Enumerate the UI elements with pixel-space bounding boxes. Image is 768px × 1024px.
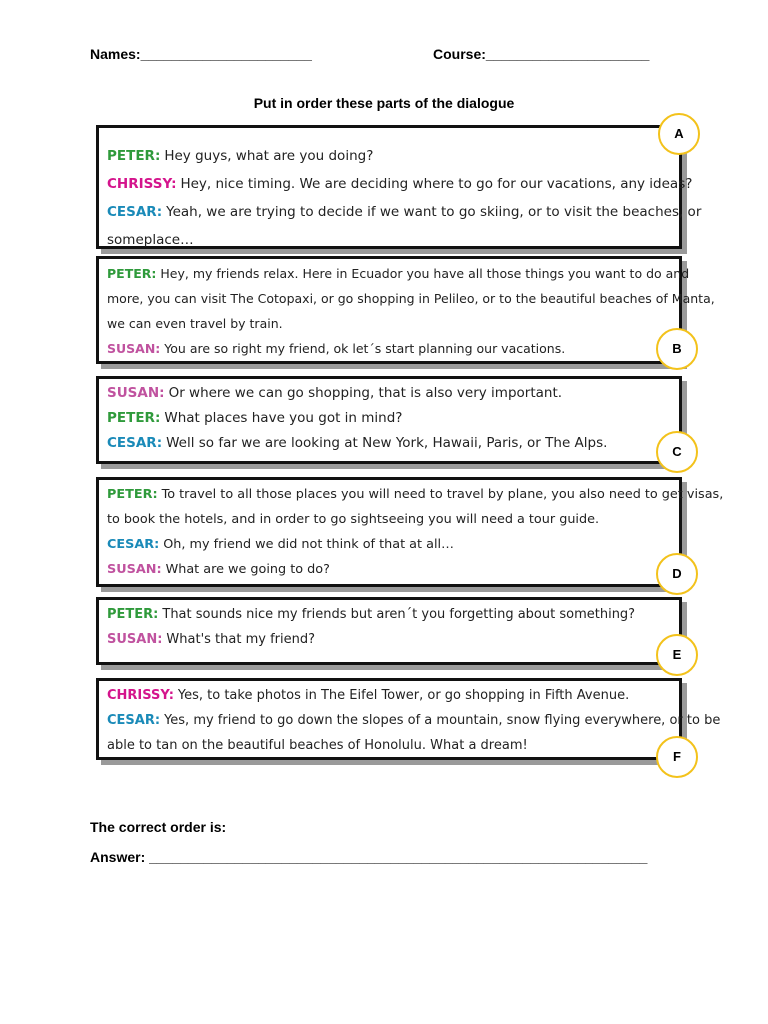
speaker-name: SUSAN: — [107, 632, 163, 647]
speaker-name: SUSAN: — [107, 341, 161, 356]
dialogue-line — [107, 431, 671, 456]
dialogue-text: to book the hotels, and in order to go sightseeing you will need a tour guide. — [107, 512, 600, 527]
block-label-d: D — [656, 553, 698, 595]
dialogue-block-a — [96, 125, 702, 249]
dialogue-text: Yeah, we are trying to decide if we want to go skiing, or to visit the beaches, or — [166, 204, 702, 220]
dialogue-line — [107, 381, 671, 406]
dialogue-line — [107, 286, 715, 311]
dialogue-text: Yes, my friend to go down the slopes of a mountain, snow flying everywhere, or to be — [164, 713, 721, 728]
speaker-name: CESAR: — [107, 713, 161, 728]
dialogue-text: Yes, to take photos in The Eifel Tower, or go shopping in Fifth Avenue. — [177, 688, 630, 703]
dialogue-text: Hey, nice timing. We are deciding where to go for our vacations, any ideas? — [180, 176, 693, 192]
dialogue-block-c — [96, 376, 682, 464]
dialogue-text: You are so right my friend, ok let´s start planning our vacations. — [164, 341, 566, 356]
answer-line: Answer: ________________________________________________________________ — [90, 849, 648, 865]
dialogue-line — [107, 733, 671, 758]
dialogue-block-e — [96, 597, 682, 665]
dialogue-line — [107, 226, 671, 254]
speaker-name: PETER: — [107, 148, 161, 164]
dialogue-text: someplace… — [107, 232, 194, 248]
dialogue-line — [107, 683, 671, 708]
dialogue-text: Hey guys, what are you doing? — [164, 148, 374, 164]
speaker-name: SUSAN: — [107, 385, 165, 401]
dialogue-text: What are we going to do? — [165, 562, 330, 577]
dialogue-line — [107, 170, 693, 198]
dialogue-line — [107, 557, 671, 582]
dialogue-line — [107, 482, 724, 507]
dialogue-text: What's that my friend? — [166, 632, 316, 647]
dialogue-text: What places have you got in mind? — [164, 410, 403, 426]
speaker-name: PETER: — [107, 487, 158, 502]
dialogue-text: Or where we can go shopping, that is also very important. — [168, 385, 563, 401]
speaker-name: CESAR: — [107, 435, 163, 451]
dialogue-line — [107, 198, 702, 226]
dialogue-block-b — [96, 256, 715, 364]
dialogue-line — [107, 336, 671, 361]
block-label-a: A — [658, 113, 700, 155]
dialogue-text: Oh, my friend we did not think of that at all… — [163, 537, 454, 552]
dialogue-line — [107, 627, 671, 652]
dialogue-text: able to tan on the beautiful beaches of Honolulu. What a dream! — [107, 738, 528, 753]
speaker-name: CHRISSY: — [107, 176, 177, 192]
block-label-c: C — [656, 431, 698, 473]
block-label-f: F — [656, 736, 698, 778]
speaker-name: CHRISSY: — [107, 688, 174, 703]
dialogue-text: more, you can visit The Cotopaxi, or go shopping in Pelileo, or to the beautiful beaches of Manta, — [107, 291, 715, 306]
block-label-b: B — [656, 328, 698, 370]
dialogue-line — [107, 261, 690, 286]
speaker-name: CESAR: — [107, 537, 160, 552]
dialogue-text: To travel to all those places you will need to travel by plane, you also need to get visas, — [161, 487, 724, 502]
speaker-name: PETER: — [107, 410, 161, 426]
names-field: Names:______________________ — [90, 46, 312, 62]
dialogue-block-f — [96, 678, 721, 760]
speaker-name: CESAR: — [107, 204, 163, 220]
dialogue-line — [107, 708, 721, 733]
dialogue-line — [107, 406, 671, 431]
dialogue-text: Well so far we are looking at New York, Hawaii, Paris, or The Alps. — [166, 435, 608, 451]
dialogue-line — [107, 602, 671, 627]
dialogue-line — [107, 142, 671, 170]
instruction-heading: Put in order these parts of the dialogue — [253, 95, 515, 111]
dialogue-block-d — [96, 477, 724, 587]
dialogue-line — [107, 507, 671, 532]
speaker-name: SUSAN: — [107, 562, 162, 577]
speaker-name: PETER: — [107, 266, 157, 281]
block-label-e: E — [656, 634, 698, 676]
course-field: Course:_____________________ — [433, 46, 650, 62]
dialogue-line — [107, 532, 671, 557]
dialogue-text: That sounds nice my friends but aren´t you forgetting about something? — [162, 607, 636, 622]
dialogue-text: we can even travel by train. — [107, 316, 283, 331]
dialogue-line — [107, 311, 671, 336]
correct-order-label: The correct order is: — [90, 819, 227, 835]
speaker-name: PETER: — [107, 607, 159, 622]
dialogue-text: Hey, my friends relax. Here in Ecuador you have all those things you want to do and — [160, 266, 690, 281]
